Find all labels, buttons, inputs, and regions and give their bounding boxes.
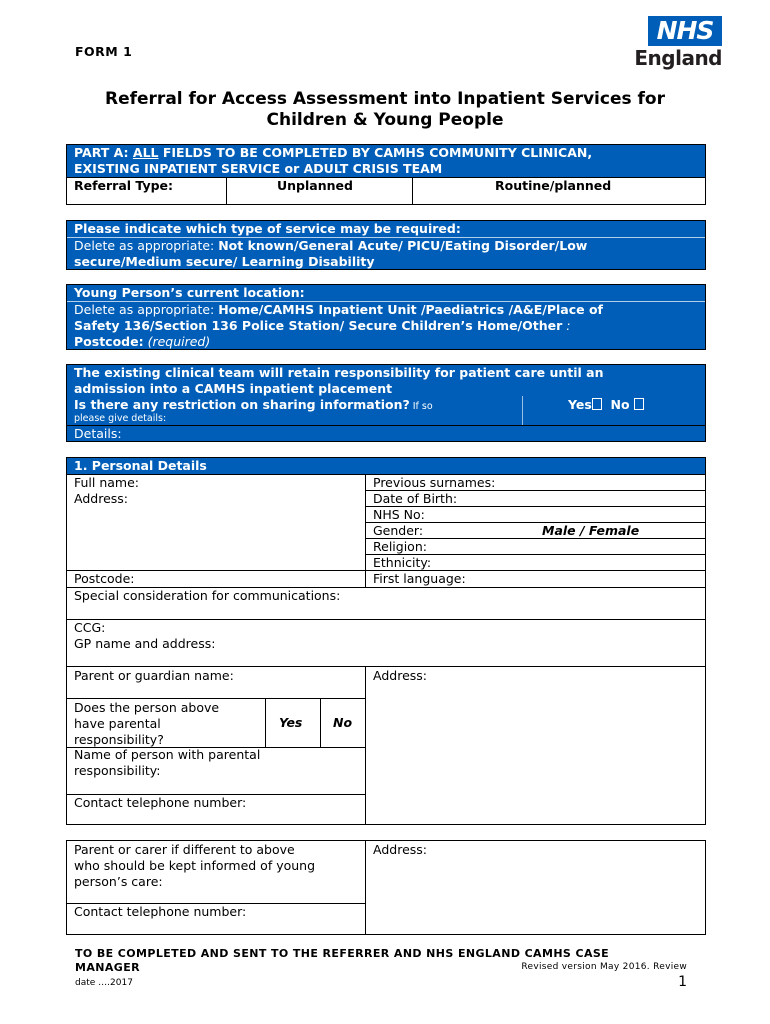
carer-description: Parent or carer if different to above who should be kept informed of young person’s care: [74,842,316,889]
personal-details-heading: 1. Personal Details [67,458,705,474]
parental-no[interactable]: No [333,715,353,730]
gender-options[interactable]: Male / Female [542,523,640,538]
full-name-field[interactable]: Full name: [74,475,140,490]
location-heading: Young Person’s current location: [74,285,305,300]
contact-telephone-field[interactable]: Contact telephone number: [74,795,247,810]
gender-field[interactable]: Gender: [373,523,424,538]
personal-details-section [66,457,706,825]
first-language-field[interactable]: First language: [373,571,466,586]
footer-instruction-line-1: TO BE COMPLETED AND SENT TO THE REFERRER AND NHS ENGLAND CAMHS CASE [75,947,610,960]
details-field[interactable]: Details: [67,426,705,441]
address-field[interactable]: Address: [74,491,128,506]
carer-contact-telephone-field[interactable]: Contact telephone number: [74,904,247,919]
referral-type-label: Referral Type: [74,178,174,193]
ethnicity-field[interactable]: Ethnicity: [373,555,432,570]
form-label: FORM 1 [75,44,133,59]
option-routine-planned[interactable]: Routine/planned [495,178,612,193]
checkbox-no[interactable] [634,398,644,410]
restriction-question: Is there any restriction on sharing information? If so [74,397,433,412]
footer-instruction-line-2: MANAGER [75,961,140,974]
revised-version: Revised version May 2016. Review [521,962,687,972]
checkbox-yes[interactable] [592,398,602,410]
title-line-2: Children & Young People [266,110,504,130]
title-line-1: Referral for Access Assessment into Inpatient Services for [105,89,665,109]
restriction-yes-no[interactable]: Yes No [568,397,644,413]
carer-address-field[interactable]: Address: [373,842,427,857]
parent-name-field[interactable]: Parent or guardian name: [74,668,234,683]
service-options[interactable]: Delete as appropriate: Not known/General Acute/ PICU/Eating Disorder/Low secure/Medium secure/ Learning Disability [74,238,588,269]
please-give-details: please give details: [74,413,167,424]
name-parental-responsibility-field[interactable]: Name of person with parental responsibility: [74,747,261,778]
previous-surnames-field[interactable]: Previous surnames: [373,475,496,490]
religion-field[interactable]: Religion: [373,539,427,554]
part-a-section [66,144,706,205]
postcode-field[interactable]: Postcode: [74,571,135,586]
responsibility-statement: The existing clinical team will retain responsibility for patient care until an admission into a CAMHS inpatient placement [67,365,705,425]
ccg-field[interactable]: CCG: [74,620,106,635]
nhs-logo-box: NHS [648,16,722,46]
footer-date: date ….2017 [75,978,133,988]
nhs-england-logo [626,16,726,72]
page-number: 1 [678,974,687,990]
footer [75,946,695,992]
service-type-section [66,220,706,270]
location-options[interactable]: Delete as appropriate: Home/CAMHS Inpatient Unit /Paediatrics /A&E/Place of Safety 136/Section 136 Police Station/ Secure Children’s Home/Other : Postcode: (required) [74,302,603,349]
parental-yes[interactable]: Yes [279,715,303,730]
nhs-logo-england: England [634,46,722,70]
carer-section [66,840,706,935]
nhs-no-field[interactable]: NHS No: [373,507,425,522]
option-unplanned[interactable]: Unplanned [277,178,353,193]
special-consideration-field[interactable]: Special consideration for communications: [74,588,341,603]
responsibility-section [66,364,706,442]
part-a-heading: PART A: ALL FIELDS TO BE COMPLETED BY CAMHS COMMUNITY CLINICAN, EXISTING INPATIENT SERVICE or ADULT CRISIS TEAM [67,145,705,177]
location-section [66,284,706,350]
gp-field[interactable]: GP name and address: [74,636,216,651]
parent-address-field[interactable]: Address: [373,668,427,683]
page-title [60,89,710,131]
service-heading: Please indicate which type of service may be required: [74,221,461,236]
parental-responsibility-question: Does the person above have parental responsibility? [74,700,220,747]
dob-field[interactable]: Date of Birth: [373,491,458,506]
